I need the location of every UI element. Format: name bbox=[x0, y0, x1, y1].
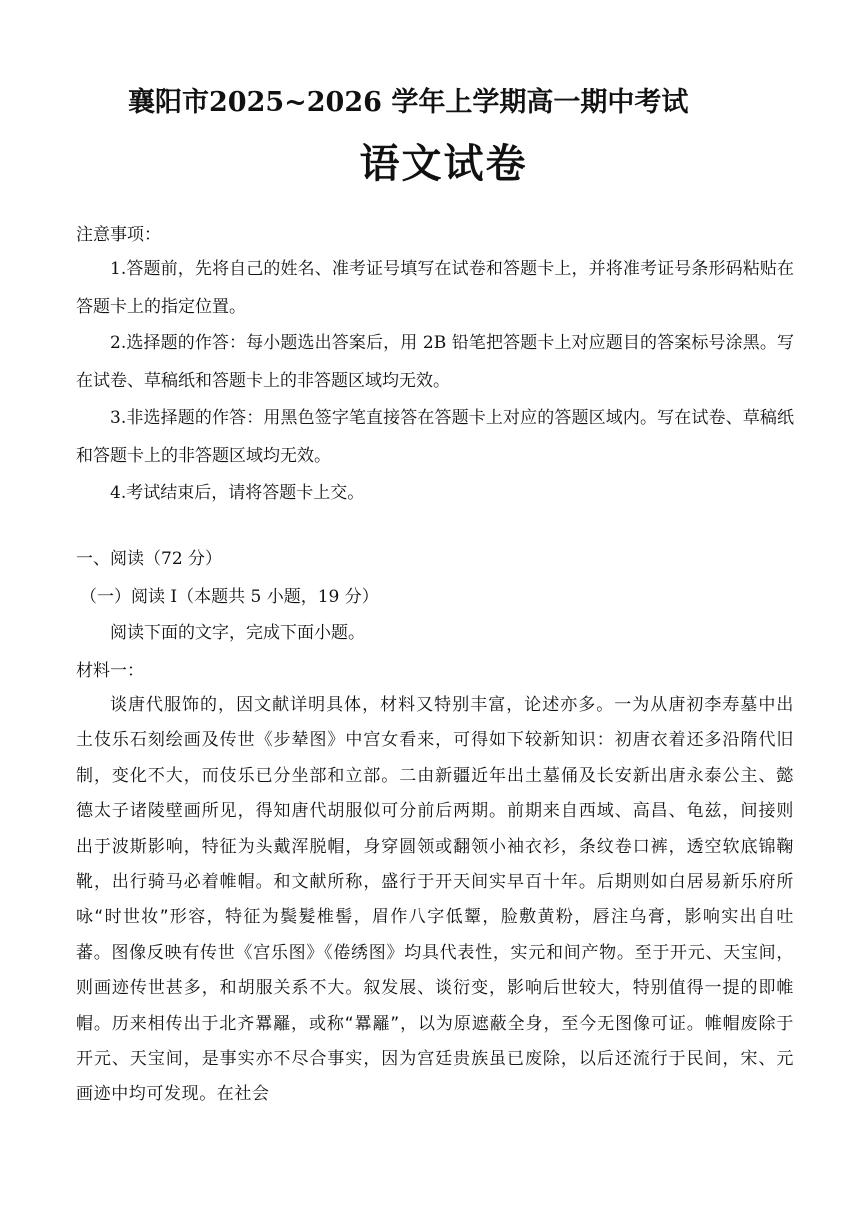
material-label: 材料一： bbox=[76, 661, 144, 681]
part-heading: 一、阅读（72 分） bbox=[76, 549, 223, 569]
reading-instruction: 阅读下面的文字，完成下面小题。 bbox=[110, 623, 365, 643]
subpart-heading: （一）阅读 I（本题共 5 小题，19 分） bbox=[80, 587, 379, 607]
notice-item-4: 4.考试结束后，请将答题卡上交。 bbox=[110, 483, 365, 503]
notice-item-3: 3.非选择题的作答：用黑色签字笔直接答在答题卡上对应的答题区域内。写在试卷、草稿纸和答题卡上的非答题区域均无效。 bbox=[76, 408, 794, 466]
notice-item-2: 2.选择题的作答：每小题选出答案后，用 2B 铅笔把答题卡上对应题目的答案标号涂黑。写在试卷、草稿纸和答题卡上的非答题区域均无效。 bbox=[76, 333, 794, 391]
notice-heading: 注意事项： bbox=[76, 225, 161, 245]
exam-title: 襄阳市2025~2026 学年上学期高一期中考试 bbox=[128, 87, 689, 118]
notice-item-1: 1.答题前，先将自己的姓名、准考证号填写在试卷和答题卡上，并将准考证号条形码粘贴在答题卡上的指定位置。 bbox=[76, 259, 794, 317]
subject-title: 语文试卷 bbox=[359, 140, 528, 187]
reading-passage: 谈唐代服饰的，因文献详明具体，材料又特别丰富，论述亦多。一为从唐初李寿墓中出土伎乐石刻绘画及传世《步辇图》中宫女看来，可得如下较新知识：初唐衣着还多沿隋代旧制，变化不大，而伎乐已分坐部和立部。二由新疆近年出土墓俑及长安新出唐永泰公主、懿德太子诸陵壁画所见，得知唐代胡服似可分前后两期。前期来自西域、高昌、龟兹，间接则出于波斯影响，特征为头戴浑脱帽，身穿圆领或翻领小袖衣衫，条纹卷口裤，透空软底锦鞠靴，出行骑马必着帷帽。和文献所称，盛行于开天间实早百十年。后期则如白居易新乐府所咏“时世妆”形容，特征为鬓髮椎髻，眉作八字低颦，脸敷黄粉，唇注乌膏，影响实出自吐蕃。图像反映有传世《宫乐图》《倦绣图》均具代表性，实元和间产物。至于开元、天宝间，则画迹传世甚多，和胡服关系不大。叙发展、谈衍变，影响后世较大，特别值得一提的即帷帽。历来相传出于北齐羃䍦，或称“羃䍦”，以为原遮蔽全身，至今无图像可证。帷帽废除于开元、天宝间，是事实亦不尽合事实，因为宫廷贵族虽已废除，以后还流行于民间，宋、元画迹中均可发现。在社会 bbox=[76, 695, 794, 1105]
